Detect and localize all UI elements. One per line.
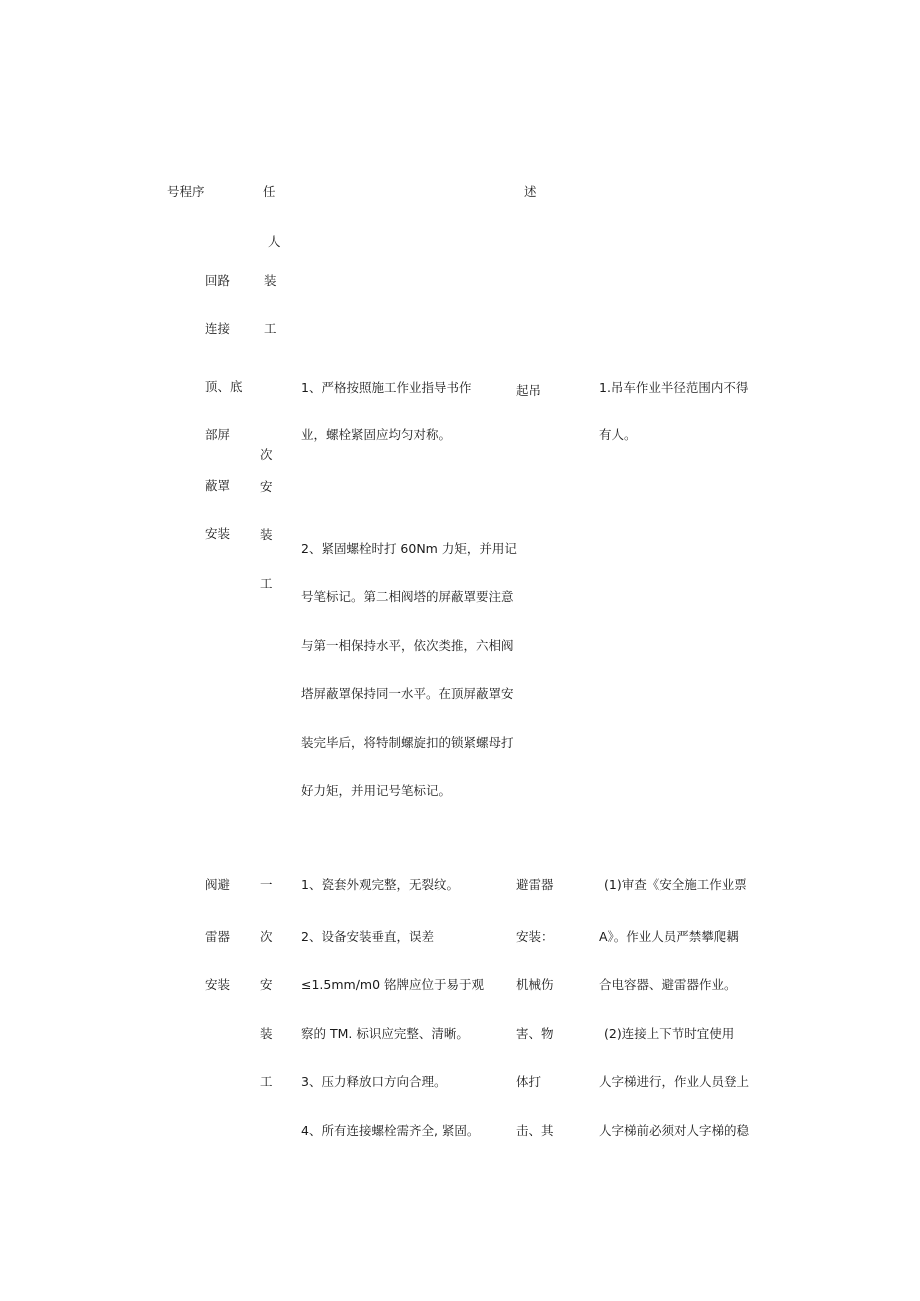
hazard-text: 机械伤 (516, 977, 554, 992)
description-line: 号笔标记。第二相阀塔的屏蔽罩要注意 (301, 589, 514, 604)
measure-line: A》。作业人员严禁攀爬耦 (599, 929, 739, 944)
worker-text: 次 (260, 929, 273, 944)
worker-text: 装 (260, 527, 273, 542)
step-text: 连接 (205, 321, 231, 336)
measure-line: 人字梯进行，作业人员登上 (599, 1074, 750, 1089)
description-line: 1、瓷套外观完整，无裂纹。 (301, 877, 459, 892)
description-line: ≤1.5mm∕m0 铭牌应位于易于观 (301, 977, 485, 992)
description-line: 好力矩，并用记号笔标记。 (301, 783, 452, 798)
measure-line: 人字梯前必须对人字梯的稳 (599, 1123, 750, 1138)
hazard-text: 起吊 (516, 383, 542, 398)
description-line: 2、设备安装垂直，误差 (301, 929, 434, 944)
worker-text: 次 (260, 447, 273, 462)
description-line: 4、所有连接螺栓需齐全, 紧固。 (301, 1123, 480, 1138)
step-text: 蔽罩 (205, 478, 231, 493)
step-text: 部屏 (205, 427, 231, 442)
worker-text: 一 (260, 877, 273, 892)
description-line: 察的 TM. 标识应完整、清晰。 (301, 1026, 469, 1041)
description-line: 3、压力释放口方向合理。 (301, 1074, 447, 1089)
description-line: 2、紧固螺栓时打 60Nm 力矩，并用记 (301, 541, 517, 556)
hazard-text: 击、其 (516, 1123, 554, 1138)
worker-text: 安 (260, 479, 273, 494)
step-text: 安装 (205, 526, 231, 541)
description-line: 装完毕后，将特制螺旋扣的锁紧螺母打 (301, 735, 514, 750)
header-task: 任 (263, 184, 276, 199)
worker-text: 安 (260, 977, 273, 992)
description-line: 塔屏蔽罩保持同一水平。在顶屏蔽罩安 (301, 686, 514, 701)
step-text: 阀避 (205, 877, 231, 892)
hazard-text: 体打 (516, 1074, 542, 1089)
step-text: 雷器 (205, 929, 231, 944)
worker-text: 人 (268, 234, 281, 249)
measure-line: 有人。 (599, 427, 637, 442)
worker-text: 工 (260, 576, 273, 591)
hazard-text: 避雷器 (516, 877, 554, 892)
step-text: 安装 (205, 977, 231, 992)
description-line: 业，螺栓紧固应均匀对称。 (301, 427, 452, 442)
header-sequence-procedure: 号程序 (167, 184, 205, 199)
worker-text: 装 (260, 1026, 273, 1041)
worker-text: 工 (264, 321, 277, 336)
worker-text: 装 (264, 273, 277, 288)
description-line: 1、严格按照施工作业指导书作 (301, 380, 472, 395)
worker-text: 工 (260, 1074, 273, 1089)
measure-line: (2)连接上下节时宜使用 (604, 1026, 735, 1041)
description-line: 与第一相保持水平，依次类推，六相阀 (301, 638, 514, 653)
measure-line: 合电容器、避雷器作业。 (599, 977, 737, 992)
step-text: 顶、底 (205, 379, 243, 394)
hazard-text: 安装： (516, 929, 554, 944)
header-description: 述 (524, 184, 537, 199)
measure-line: (1)审查《安全施工作业票 (604, 877, 747, 892)
hazard-text: 害、物 (516, 1026, 554, 1041)
measure-line: 1.吊车作业半径范围内不得 (599, 380, 749, 395)
step-text: 回路 (205, 273, 231, 288)
